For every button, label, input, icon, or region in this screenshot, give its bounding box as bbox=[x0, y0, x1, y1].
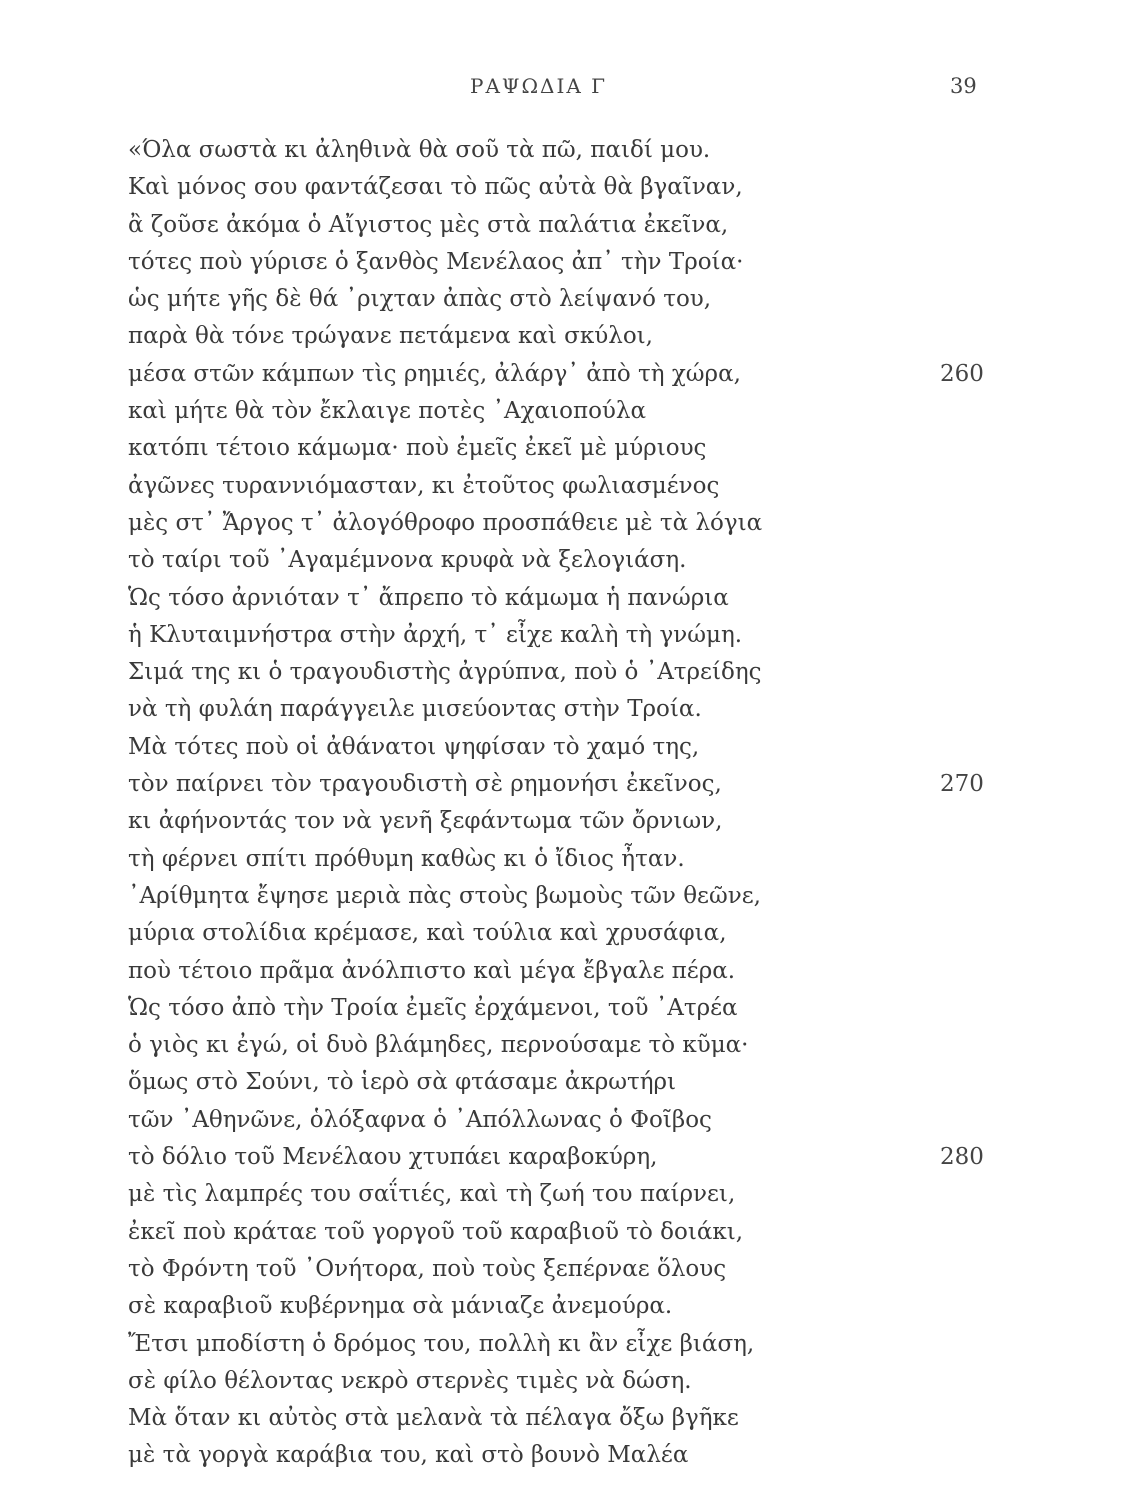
verse-line-text: τῶν ᾽Αθηνῶνε, ὁλόξαφνα ὁ ᾽Απόλλωνας ὁ Φοῖβος bbox=[128, 1106, 712, 1133]
verse-line bbox=[128, 468, 1008, 505]
verse-line bbox=[128, 430, 1008, 467]
verse-line-text: ὁ γιὸς κι ἐγώ, οἱ δυὸ βλάμηδες, περνούσαμε τὸ κῦμα· bbox=[128, 1032, 749, 1059]
verse-line-text: τότες ποὺ γύρισε ὁ ξανθὸς Μενέλαος ἀπ᾽ τὴν Τροία· bbox=[128, 248, 744, 275]
verse-line bbox=[128, 1437, 1008, 1474]
verse-line-text: ἐκεῖ ποὺ κράταε τοῦ γοργοῦ τοῦ καραβιοῦ τὸ δοιάκι, bbox=[128, 1218, 744, 1245]
verse-line bbox=[128, 1102, 1008, 1139]
verse-line bbox=[128, 1139, 1008, 1176]
verse-line-text: τὸν παίρνει τὸν τραγουδιστὴ σὲ ρημονήσι ἐκεῖνος, bbox=[128, 771, 722, 798]
verse-line-text: ὡς μήτε γῆς δὲ θά ᾽ριχταν ἀπὰς στὸ λείψανό του, bbox=[128, 286, 712, 313]
verse-line-text: μύρια στολίδια κρέμασε, καὶ τούλια καὶ χρυσάφια, bbox=[128, 920, 727, 947]
verse-line bbox=[128, 393, 1008, 430]
verse-line-text: «Όλα σωστὰ κι ἀληθινὰ θὰ σοῦ τὰ πῶ, παιδί μου. bbox=[128, 137, 711, 163]
verse-line-text: μὲ τὰ γοργὰ καράβια του, καὶ στὸ βουνὸ Μαλέα bbox=[128, 1442, 689, 1469]
verse-line-text: Καὶ μόνος σου φαντάζεσαι τὸ πῶς αὐτὰ θὰ βγαῖναν, bbox=[128, 174, 743, 201]
verse-line bbox=[128, 244, 1008, 281]
verse-line bbox=[128, 691, 1008, 728]
verse-line-text: ὅμως στὸ Σούνι, τὸ ἱερὸ σὰ φτάσαμε ἀκρωτήρι bbox=[128, 1069, 677, 1096]
verse-line-text: κι ἀφήνοντάς τον νὰ γενῆ ξεφάντωμα τῶν ὄρνιων, bbox=[128, 808, 723, 835]
verse-line bbox=[128, 505, 1008, 542]
verse-line bbox=[128, 915, 1008, 952]
verse-line-text: νὰ τὴ φυλάη παράγγειλε μισεύοντας στὴν Τροία. bbox=[128, 696, 702, 723]
verse-line-text: Μὰ τότες ποὺ οἱ ἀθάνατοι ψηφίσαν τὸ χαμό της, bbox=[128, 733, 700, 760]
verse-line-text: ποὺ τέτοιο πρᾶμα ἀνόλπιστο καὶ μέγα ἔβγαλε πέρα. bbox=[128, 957, 736, 984]
verse-line bbox=[128, 1251, 1008, 1288]
verse-line bbox=[128, 617, 1008, 654]
verse-line-text: μέσα στῶν κάμπων τὶς ρημιές, ἀλάργ᾽ ἀπὸ τὴ χώρα, bbox=[128, 360, 741, 387]
verse-line bbox=[128, 1400, 1008, 1437]
verse-block bbox=[128, 132, 1008, 1475]
verse-line bbox=[128, 132, 1008, 169]
verse-line bbox=[128, 542, 1008, 579]
verse-line bbox=[128, 318, 1008, 355]
running-title: ΡΑΨΩΔΙΑ Γ bbox=[470, 74, 608, 98]
line-number: 260 bbox=[940, 360, 984, 387]
verse-line-text: καὶ μήτε θὰ τὸν ἔκλαιγε ποτὲς ᾽Αχαιοπούλα bbox=[128, 398, 647, 425]
verse-line-text: ἀγῶνες τυραννιόμασταν, κι ἐτοῦτος φωλιασμένος bbox=[128, 472, 720, 499]
verse-line bbox=[128, 580, 1008, 617]
verse-line bbox=[128, 953, 1008, 990]
verse-line bbox=[128, 281, 1008, 318]
verse-line bbox=[128, 1176, 1008, 1213]
verse-line-text: Μὰ ὅταν κι αὐτὸς στὰ μελανὰ τὰ πέλαγα ὄξω βγῆκε bbox=[128, 1405, 739, 1432]
verse-line-text: τὸ ταίρι τοῦ ᾽Αγαμέμνονα κρυφὰ νὰ ξελογιάση. bbox=[128, 547, 687, 574]
verse-line-text: τὸ Φρόντη τοῦ ᾽Ονήτορα, ποὺ τοὺς ξεπέρναε ὅλους bbox=[128, 1255, 727, 1282]
verse-line bbox=[128, 1363, 1008, 1400]
verse-line bbox=[128, 356, 1008, 393]
verse-line-text: Ὡς τόσο ἀρνιόταν τ᾽ ἄπρεπο τὸ κάμωμα ἡ πανώρια bbox=[128, 584, 729, 611]
verse-line-text: τὴ φέρνει σπίτι πρόθυμη καθὼς κι ὁ ἴδιος ἦταν. bbox=[128, 845, 685, 872]
verse-line bbox=[128, 1064, 1008, 1101]
verse-line bbox=[128, 878, 1008, 915]
verse-line-text: τὸ δόλιο τοῦ Μενέλαου χτυπάει καραβοκύρη, bbox=[128, 1144, 658, 1171]
verse-line bbox=[128, 1288, 1008, 1325]
verse-line bbox=[128, 841, 1008, 878]
verse-line-text: ἂ ζοῦσε ἀκόμα ὁ Αἴγιστος μὲς στὰ παλάτια ἐκεῖνα, bbox=[128, 211, 729, 238]
verse-line-text: μὲς στ᾽ Ἄργος τ᾽ ἀλογόθροφο προσπάθειε μὲ τὰ λόγια bbox=[128, 509, 763, 536]
verse-line-text: κατόπι τέτοιο κάμωμα· ποὺ ἐμεῖς ἐκεῖ μὲ μύριους bbox=[128, 435, 707, 462]
verse-line-text: σὲ φίλο θέλοντας νεκρὸ στερνὲς τιμὲς νὰ δώση. bbox=[128, 1367, 692, 1394]
running-head bbox=[0, 74, 1147, 104]
verse-line bbox=[128, 729, 1008, 766]
verse-line bbox=[128, 1027, 1008, 1064]
verse-line bbox=[128, 990, 1008, 1027]
verse-line bbox=[128, 207, 1008, 244]
verse-line-text: Ὡς τόσο ἀπὸ τὴν Τροία ἐμεῖς ἐρχάμενοι, τοῦ ᾽Ατρέα bbox=[128, 994, 738, 1021]
verse-line bbox=[128, 169, 1008, 206]
line-number: 280 bbox=[940, 1144, 984, 1171]
verse-line bbox=[128, 1326, 1008, 1363]
verse-line-text: ᾽Αρίθμητα ἔψησε μεριὰ πὰς στοὺς βωμοὺς τῶν θεῶνε, bbox=[128, 882, 761, 909]
verse-line-text: Σιμά της κι ὁ τραγουδιστὴς ἀγρύπνα, ποὺ ὁ ᾽Ατρείδης bbox=[128, 659, 762, 686]
verse-line-text: παρὰ θὰ τόνε τρώγανε πετάμενα καὶ σκύλοι, bbox=[128, 323, 653, 350]
verse-line bbox=[128, 803, 1008, 840]
verse-line-text: μὲ τὶς λαμπρές του σαΐτιές, καὶ τὴ ζωή του παίρνει, bbox=[128, 1181, 736, 1208]
verse-line-text: ἡ Κλυταιμνήστρα στὴν ἀρχή, τ᾽ εἶχε καλὴ τὴ γνώμη. bbox=[128, 621, 743, 648]
verse-line bbox=[128, 654, 1008, 691]
verse-line bbox=[128, 1214, 1008, 1251]
verse-line bbox=[128, 766, 1008, 803]
page-number: 39 bbox=[950, 74, 977, 98]
verse-line-text: Ἔτσι μποδίστη ὁ δρόμος του, πολλὴ κι ἂν εἶχε βιάση, bbox=[128, 1330, 755, 1357]
line-number: 270 bbox=[940, 771, 984, 798]
verse-line-text: σὲ καραβιοῦ κυβέρνημα σὰ μάνιαζε ἀνεμούρα. bbox=[128, 1293, 673, 1320]
